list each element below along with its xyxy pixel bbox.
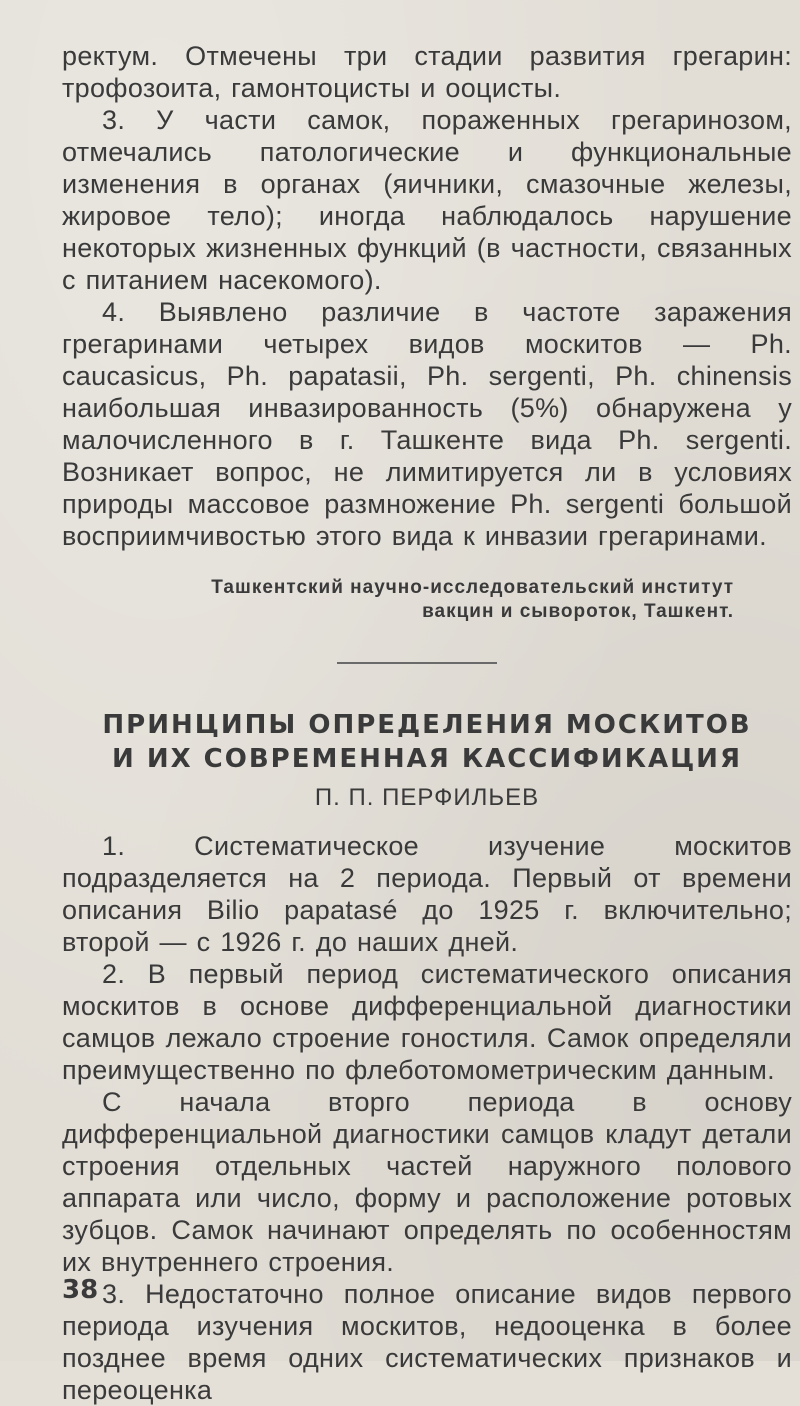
article-paragraph-3: С начала вторго периода в основу дифференциальной диагностики самцов кладут детали строения отдельных частей наружного полового аппарата или число, форму и расположение ротовых зубцов. Самок начинают определять по особенностям их внутреннего строения.	[62, 1087, 792, 1277]
page-number: 38	[62, 1275, 99, 1305]
affiliation	[62, 576, 734, 624]
section-divider	[337, 662, 497, 664]
affiliation-line-1: Ташкентский научно-исследовательский институт	[211, 577, 734, 598]
text-column	[62, 40, 792, 1406]
paragraph-3: 3. У части самок, пораженных грегаринозом, отмечались патологические и функциональные изменения в органах (яичники, смазочные железы, жировое тело); иногда наблюдалось нарушение некоторых жизненных функций (в частности, связанных с питанием насекомого).	[62, 105, 792, 295]
article-title-line-1: ПРИНЦИПЫ ОПРЕДЕЛЕНИЯ МОСКИТОВ	[102, 710, 752, 740]
article-author: П. П. ПЕРФИЛЬЕВ	[314, 784, 540, 811]
article-paragraph-4: 3. Недостаточно полное описание видов первого периода изучения москитов, недооценка в более позднее время одних систематических признаков и переоценка	[62, 1279, 792, 1405]
article-title-line-2: И ИХ СОВРЕМЕННАЯ КАССИФИКАЦИЯ	[112, 744, 742, 774]
article-title	[62, 708, 792, 776]
article-paragraph-2: 2. В первый период систематического описания москитов в основе дифференциальной диагностики самцов лежало строение гоностиля. Самок определяли преимущественно по флеботомометрическим данным.	[62, 959, 792, 1085]
paragraph-continuation: ректум. Отмечены три стадии развития грегарин: трофозоита, гамонтоцисты и ооцисты.	[62, 41, 792, 103]
article-paragraph-1: 1. Систематическое изучение москитов подразделяется на 2 периода. Первый от времени описания Bilio papatasé до 1925 г. включительно; второй — с 1926 г. до наших дней.	[62, 831, 792, 957]
paragraph-4: 4. Выявлено различие в частоте заражения грегаринами четырех видов москитов — Ph. caucasicus, Ph. papatasii, Ph. sergenti, Ph. chinensis наибольшая инвазированность (5%) обнаружена у малочисленного в г. Ташкенте вида Ph. sergenti. Возникает вопрос, не лимитируется ли в условиях природы массовое размножение Ph. sergenti большой восприимчивостью этого вида к инвазии грегаринами.	[62, 297, 792, 551]
affiliation-line-2: вакцин и сывороток, Ташкент.	[422, 601, 734, 622]
